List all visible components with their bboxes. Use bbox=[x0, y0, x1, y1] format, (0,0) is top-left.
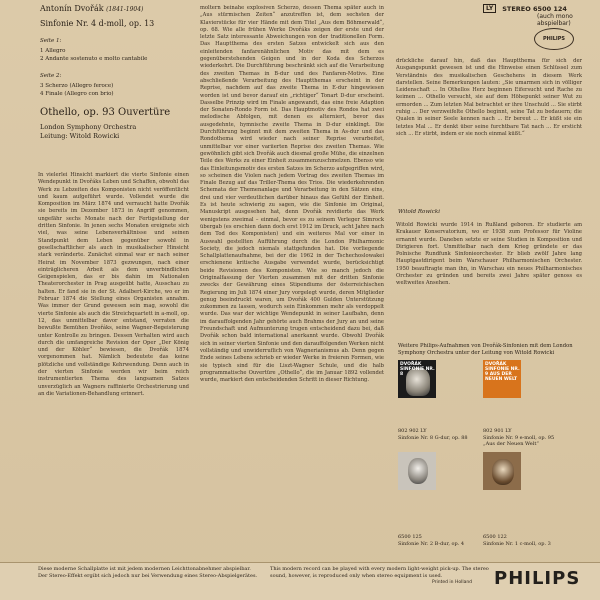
album-caption bbox=[398, 428, 480, 441]
playback-note-german: Diese moderne Schallplatte ist mit jedem modernen Leichttonabnehmer abspielbar. Der Stereo-Effekt ergibt sich jedoch nur bei Verwendung eines Stereo-Abspielgerätes. bbox=[38, 566, 258, 579]
portrait-icon bbox=[492, 459, 514, 485]
track-item: 3 Scherzo (Allegro feroce) bbox=[40, 83, 114, 89]
side1-label: Seite 1: bbox=[40, 38, 62, 44]
album-number: 6500 122 bbox=[483, 534, 507, 540]
liner-text: In vielerlei Hinsicht markiert die vierte Sinfonie einen Wendepunkt in Dvořáks Leben und Schaffen, obwohl das Werk zu Lebzeiten des Komponisten nicht veröffentlicht und kaum aufgeführt wurde. Vollendet wurde die Komposition im März 1874 und verraucht hatte Dvořák sie bereits im Dezember 1873 in Angriff genommen, ungefähr sechs Monate nach der Fertigstellung der dritten Sinfonie. In jenen sechs Monaten ereignete sich viel, was seine Lebensverhältnisse und seinen Standpunkt dem Leben gegenüber sowohl in gesellschaftlicher als auch in musikalischer Hinsicht stark veränderte. Zunächst einmal war er nach seiner Heirat im November 1873 gezwungen, nach einer einträglicheren Arbeit als dem unverbindlichen Geigenspielen, das er bis dahin im Nationalen Theaterorchester in Prag ausgeübt hatte, Ausschau zu halten. Er fand sie in der St. Adalbert-Kirche, wo er im Februar 1874 die Stellung eines Organisten annahm. Was immer der Grund gewesen sein mag, sowohl die vierte Sinfonie als auch die Streichquartett in a-moll, op. 12, das unmittelbar davor entstand, verraten die bewußte Bemühen Dvořáks, seine Wagner-Begeisterung unter Kontrolle zu bringen. Dessen Verhalten wird auch durch die umfangreiche Revision der Oper „Der König und der Köhler“ bewiesen, die Dvořák 1874 vorgenommen hat. Nämlich bedeutete das keine plötzliche und vollständige Kehrwendung. Denn auch in der vierten Sinfonie werden wir beim reich instrumentierten Thema des langsamen Satzes unverzüglich an Wagners raffinierte Orchestrierung und an die Variationen-Behandlung erinnert. bbox=[38, 172, 189, 397]
overture-title: Othello, op. 93 Ouvertüre bbox=[40, 107, 171, 118]
track-item: 1 Allegro bbox=[40, 48, 66, 54]
album-cover-thumbnail bbox=[398, 452, 436, 490]
catalog-row bbox=[483, 4, 595, 13]
philips-shield-logo: PHILIPS bbox=[534, 28, 574, 50]
printed-in: Printed in Holland bbox=[432, 580, 473, 585]
text-column-2 bbox=[200, 5, 384, 557]
liner-text: drückliche darauf hin, daß das Hauptthema für sich der Ausgangspunkt gewesen ist und die Hinweise einen Schlüssel zum Verständnis des musikalischen Geschehens in diesem Werk darstellen. Seine Bemerkungen lauten: „Sie umarmen sich in völliger Leidenschaft ... In Othellos Herz beginnen Eifersucht und Rache zu keimen ... Othello versucht, sie auf dem Höhepunkt seiner Wut zu ermorden ... Zum letzten Mal betrachtet er ihre Unschuld ... Sie stirbt ruhig ... Der verzweifelte Othello beginnt, seine Tat zu bedauern; die Qualen in seiner Seele kennen nach ... Er bereut ... Er küßt sie ein letztes Mal ... Er denkt über seine furchtbare Tat nach ... Er ersticht sich ... Er stirbt, indem er sie noch einmal küßt.“ bbox=[396, 58, 582, 137]
work-title: Sinfonie Nr. 4 d-moll, op. 13 bbox=[40, 19, 155, 28]
liner-text: moltern beinahe explosiven Scherzo, dessen Thema später auch in „Aus stürmischen Zeiten“ anzutreffen ist, dem sechsten der Klavierstücke für vier Hände mit dem Titel „Aus dem Böhmerwald“, op. 68. Wie alle frühen Werke Dvořáks zeigen der erste und der letzte Satz interessante Abweichungen von der traditionellen Form. Das Hauptthema des ersten Satzes entwickelt sich aus den einleitenden fanfarenähnlichen Motiv das mit dem es gegenüberstehenden Geigen und in der Koda des Scherzos wiederkehrt. Die Durchführung beschränkt sich auf die Verarbeitung des zweiten Themas in B-dur und des Fanfaren-Motivs. Eine abschließende Verarbeitung des Hauptthemas erscheint in der Reprise, nachdem auf das zweite Thema in E-dur hingewiesen worden ist und bevor darauf ein „richtiger“ Tonart D-dur erscheint. Dasselbe Prinzip wird im Finale angewandt, das eine freie Adaption der Sonaten-Rondo Form ist. Das Hauptmotiv des Rondos hat zwei melodische Abfolgen, mit denen es alterniert, bevor das ausgedehnte, hymnische zweite Thema in D-dur einklingt. Die Durchführung beginnt mit dem zweiten Thema in As-dur und das Rondothema wird wieder nach seiner Reprise verarbeitet, unmittelbar vor einer variierten Reprise des zweiten Themas. Wie gewöhnlich gibt sich Dvořák auch diesmal große Mühe, die einzelnen Teile des Werks zu einer Einheit zusammenzuschmelzen. Ebenso wie das Einleitungsmotiv des ersten Satzes im Scherzo aufgegriffen wird, so scheinen die Violen nach jedem Vortrag des zweiten Themas im Finale Bezug auf das Triller-Thema des Trios. Die wiederkehrenden Schemata der Themenanlage und Verarbeitung in den Sätzen eins, drei und vier verdeutlichen darüber hinaus das Gefühl der Einheit. Es ist heute schwierig zu sagen, wie die Sinfonie im Original, Manuskript ausgesehen hat, denn Dvořák revidierte das Werk wenigstens zweimal – einmal, bevor es zu seinem Verleger Simrock übergab (es erschien dann doch erst 1912 im Druck, acht Jahre nach dem Tod des Komponisten) und ein weiteres Mal vor einer in Auswahl gestellten Aufführung durch die London Philharmonic Society, die jedoch niemals stattgefunden hat. Die vorliegende Schallplattenaufnahme, bei der die 1962 in der Tschechoslowakei erschienene kritische Ausgabe verwendet wurde, berücksichtigt beide Revisionen des Komponisten. Wie so manch jedoch die Originalfassung der Vierten zusammen mit der dritten Sinfonie zwecks der Gewährung eines Stipendiums der österreichischen Regierung im Juli 1874 einer Jury vorgelegt wurde, deren Mitglieder genug beeindruckt waren, um Dvořák 400 Gulden Unterstützung zukommen zu lassen, wodurch sein Einkommen mehr als verdoppelt wurde. Das war der wichtige Wendepunkt in seiner Laufbahn, denn im darauffolgenden Jahr gehörte auch Brahms der Jury an und seine Freundschaft und Aufmunterung trugen entscheidend dazu bei, daß Dvořák schon bald international anerkannt wurde. Obwohl Dvořák sich in seiner vierten Sinfonie und den darauffolgenden Werken nicht vollständig und unwiderruflich von Wagnerianismus ab. Denn gegen Ende seines Lebens schrieb er wieder Werke in freieren Formen, wie sie typisch sind für die Liszt-Wagner Schule, und die halb programmatische Ouvertüre „Othello“, die im Januar 1892 vollendet wurde, markiert den entscheidenden Schritt in dieser Richtung. bbox=[200, 5, 384, 384]
composer-name: Antonín Dvořák bbox=[40, 4, 104, 13]
album-number: 802 901 LY bbox=[483, 428, 512, 434]
further-recordings-note: Weitere Philips-Aufnahmen von Dvořák-Sinfonien mit dem London Symphony Orchestra unter der Leitung von Witold Rowicki bbox=[398, 343, 573, 356]
album-title: Sinfonie Nr. 1 c-moll, op. 3 bbox=[483, 540, 551, 547]
track-item: 2 Andante sostenuto e molto cantabile bbox=[40, 56, 148, 62]
album-number: 802 902 LY bbox=[398, 428, 427, 434]
playback-note-english: This modern record can be played with every modern light-weight pick-up. The stereo sound, however, is reproduced only when stereo equipment is used. bbox=[270, 566, 489, 579]
album-caption bbox=[398, 534, 480, 547]
album-art-text: DVOŘÁK SINFONIE NR. 8 bbox=[400, 362, 435, 377]
catalog-info bbox=[483, 4, 595, 27]
composer-line bbox=[40, 4, 210, 13]
text-column-3 bbox=[396, 58, 582, 176]
album-number: 6500 125 bbox=[398, 534, 422, 540]
album-caption bbox=[483, 534, 565, 547]
album-title: Sinfonie Nr. 8 G-dur, op. 88 bbox=[398, 434, 468, 441]
side1-list bbox=[40, 47, 210, 63]
text-column-1 bbox=[38, 172, 189, 556]
text-column-4 bbox=[396, 222, 582, 335]
conductor-name: Leitung: Witold Rowicki bbox=[40, 132, 120, 140]
album-title: Sinfonie Nr. 2 B-dur, op. 4 bbox=[398, 540, 465, 547]
album-art-text: DVOŘÁK SINFONIE NR. 9 AUS DER NEUEN WELT bbox=[485, 362, 520, 382]
header-block bbox=[40, 4, 210, 141]
album-cover-thumbnail bbox=[398, 360, 436, 398]
album-title: Sinfonie Nr. 9 e-moll, op. 95 „Aus der Neuen Welt“ bbox=[483, 434, 555, 447]
mono-note: (auch mono abspielbar) bbox=[537, 13, 573, 27]
conductor-bio-heading: Witold Rowicki bbox=[398, 209, 440, 215]
catalog-label-box: LY bbox=[483, 4, 496, 13]
catalog-number: STEREO 6500 124 bbox=[502, 4, 567, 13]
portrait-icon bbox=[408, 458, 428, 484]
philips-logo: PHILIPS bbox=[494, 568, 581, 589]
liner-text: Witold Rowicki wurde 1914 in Rußland geboren. Er studierte am Krakauer Konservatorium, wo er 1938 zum Professor für Violine ernannt wurde. Daneben setzte er seine Studien in Komposition und Dirigieren fort. Unmittelbar nach dem Krieg gründete er das Polnische Rundfunk Sinfonieorchester. Er blieb zwölf Jahre lang Hauptgastdirigent beim Warschauer Philharmonischen Orchester. 1950 beauftragte man ihn, in Warschau ein neues Philharmonisches Orchester zu gründen und bereits zwei Jahre später genoss es weltweites Ansehen. bbox=[396, 222, 582, 287]
side2-list bbox=[40, 82, 210, 98]
composer-dates: (1841-1904) bbox=[106, 6, 144, 13]
side2-label: Seite 2: bbox=[40, 73, 62, 79]
orchestra-name: London Symphony Orchestra bbox=[40, 123, 137, 131]
orchestra-credits bbox=[40, 123, 210, 141]
album-cover-thumbnail bbox=[483, 360, 521, 398]
album-caption bbox=[483, 428, 565, 448]
album-cover-thumbnail bbox=[483, 452, 521, 490]
track-item: 4 Finale (Allegro con brio) bbox=[40, 91, 114, 97]
